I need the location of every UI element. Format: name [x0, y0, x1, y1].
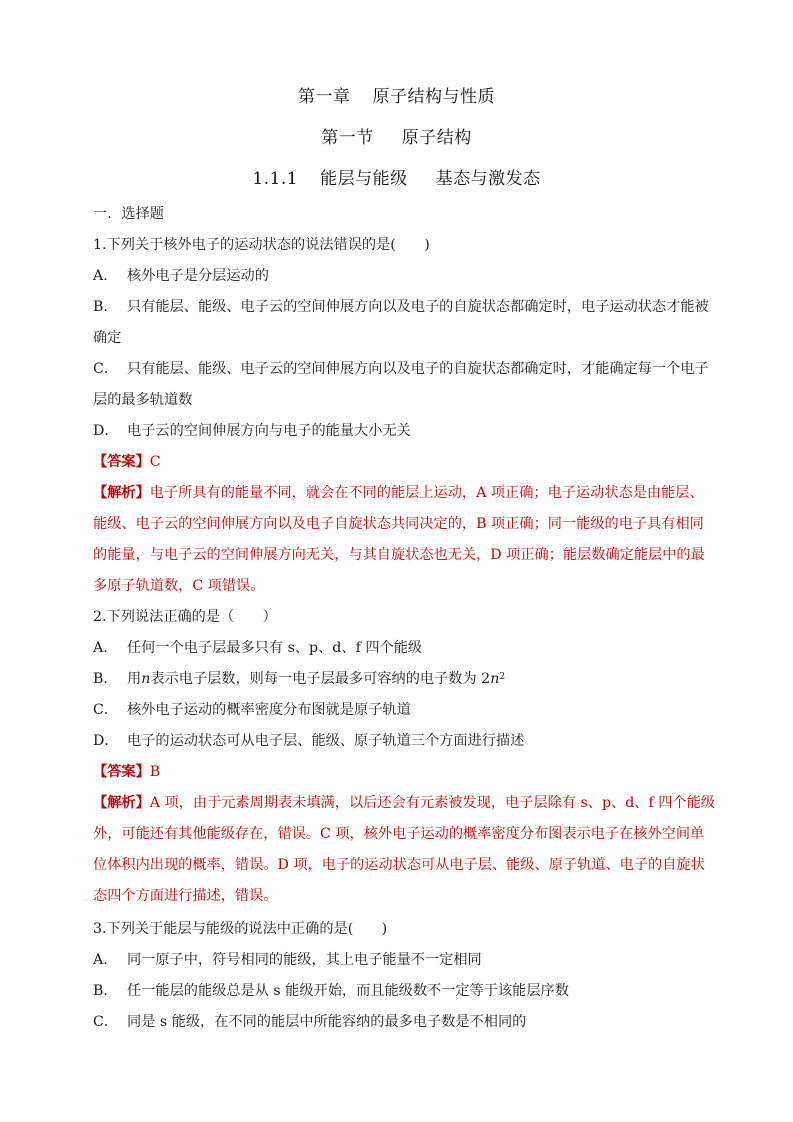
option-letter: C． — [93, 702, 119, 718]
analysis-tag: 【解析】 — [93, 795, 150, 811]
q1-explanation-1 — [93, 483, 705, 503]
q1-explanation-3: 的能量，与电子云的空间伸展方向无关，与其自旋状态也无关，D 项正确；能层数确定能层中的最 — [93, 547, 705, 563]
q2-explanation-4: 态四个方面进行描述，错误。 — [93, 888, 278, 904]
option-text: 用 — [127, 671, 142, 687]
option-letter: C． — [93, 1014, 119, 1030]
option-text: 电子云的空间伸展方向与电子的能量大小无关 — [127, 423, 411, 439]
q2-option-c — [93, 700, 705, 720]
q1-explanation-2: 能级、电子云的空间伸展方向以及电子自旋状态共同决定的，B 项正确；同一能级的电子具有相同 — [93, 516, 704, 532]
section-name: 原子结构 — [401, 128, 472, 148]
q2-explanation-3: 位体积内出现的概率，错误。D 项，电子的运动状态可从电子层、能级、原子轨道、电子的自旋状 — [93, 857, 705, 873]
answer-value: B — [149, 764, 161, 780]
chapter-name: 原子结构与性质 — [372, 87, 495, 107]
q1-option-c — [93, 359, 709, 379]
lesson-title — [0, 164, 793, 189]
option-text: 只有能层、能级、电子云的空间伸展方向以及电子的自旋状态都确定时，才能确定每一个电子 — [127, 361, 709, 377]
chapter-number: 第一章 — [298, 87, 351, 107]
option-letter: A． — [93, 268, 118, 284]
option-text: 同是 s 能级，在不同的能层中所能容纳的最多电子数是不相同的 — [127, 1014, 527, 1030]
lesson-topic-a: 能层与能级 — [320, 169, 408, 189]
superscript: 2 — [499, 672, 506, 682]
variable-n: n — [490, 671, 500, 687]
option-text: 任一能层的能级总是从 s 能级开始，而且能级数不一定等于该能层序数 — [127, 983, 569, 999]
section-number: 第一节 — [321, 128, 374, 148]
option-letter: A． — [93, 640, 118, 656]
q1-answer — [93, 452, 705, 472]
q1-option-a — [93, 266, 705, 286]
option-text: 任何一个电子层最多只有 s、p、d、f 四个能级 — [127, 640, 423, 656]
option-text: 核外电子运动的概率密度分布图就是原子轨道 — [127, 702, 411, 718]
option-text: 核外电子是分层运动的 — [127, 268, 269, 284]
section-title — [0, 123, 793, 148]
answer-value: C — [149, 454, 161, 470]
analysis-tag: 【解析】 — [93, 485, 150, 501]
option-letter: B． — [93, 299, 118, 315]
lesson-topic-b: 基态与激发态 — [435, 169, 541, 189]
option-text: 表示电子层数，则每一电子层最多可容纳的电子数为 2 — [150, 671, 491, 687]
option-letter: D． — [93, 733, 119, 749]
option-letter: A． — [93, 952, 118, 968]
q2-option-d — [93, 731, 705, 751]
q1-option-d — [93, 421, 705, 441]
chapter-title — [0, 82, 793, 107]
q3-stem: 3.下列关于能层与能级的说法中正确的是( ) — [93, 921, 388, 937]
q3-option-a — [93, 950, 705, 970]
lesson-number: 1.1.1 — [252, 169, 299, 189]
q2-answer — [93, 762, 705, 782]
q2-explanation-1 — [93, 793, 715, 813]
answer-tag: 【答案】 — [93, 454, 150, 470]
option-text: 只有能层、能级、电子云的空间伸展方向以及电子的自旋状态都确定时，电子运动状态才能被 — [127, 299, 709, 315]
option-text: 同一原子中，符号相同的能级，其上电子能量不一定相同 — [127, 952, 482, 968]
option-letter: B． — [93, 671, 118, 687]
q3-option-b — [93, 981, 705, 1001]
q2-explanation-2: 外，可能还有其他能级存在，错误。C 项，核外电子运动的概率密度分布图表示电子在核外空间单 — [93, 826, 705, 842]
q2-option-b — [93, 669, 705, 689]
explanation-text: A 项，由于元素周期表未填满，以后还会有元素被发现，电子层除有 s、p、d、f 四个能级 — [149, 795, 715, 811]
q2-stem: 2.下列说法正确的是（ ） — [93, 609, 277, 625]
section-label: 一．选择题 — [93, 206, 164, 222]
option-text: 电子的运动状态可从电子层、能级、原子轨道三个方面进行描述 — [127, 733, 525, 749]
q1-stem: 1.下列关于核外电子的运动状态的说法错误的是( ) — [93, 237, 430, 253]
option-letter: D． — [93, 423, 119, 439]
explanation-text: 电子所具有的能量不同，就会在不同的能层上运动，A 项正确；电子运动状态是由能层、 — [149, 485, 704, 501]
variable-n: n — [141, 671, 151, 687]
q2-option-a — [93, 638, 705, 658]
q3-option-c — [93, 1012, 705, 1032]
option-letter: C． — [93, 361, 119, 377]
option-letter: B． — [93, 983, 118, 999]
q1-option-c-cont: 层的最多轨道数 — [93, 392, 193, 408]
q1-option-b — [93, 297, 709, 317]
q1-option-b-cont: 确定 — [93, 330, 122, 346]
answer-tag: 【答案】 — [93, 764, 150, 780]
q1-explanation-4: 多原子轨道数，C 项错误。 — [93, 578, 265, 594]
